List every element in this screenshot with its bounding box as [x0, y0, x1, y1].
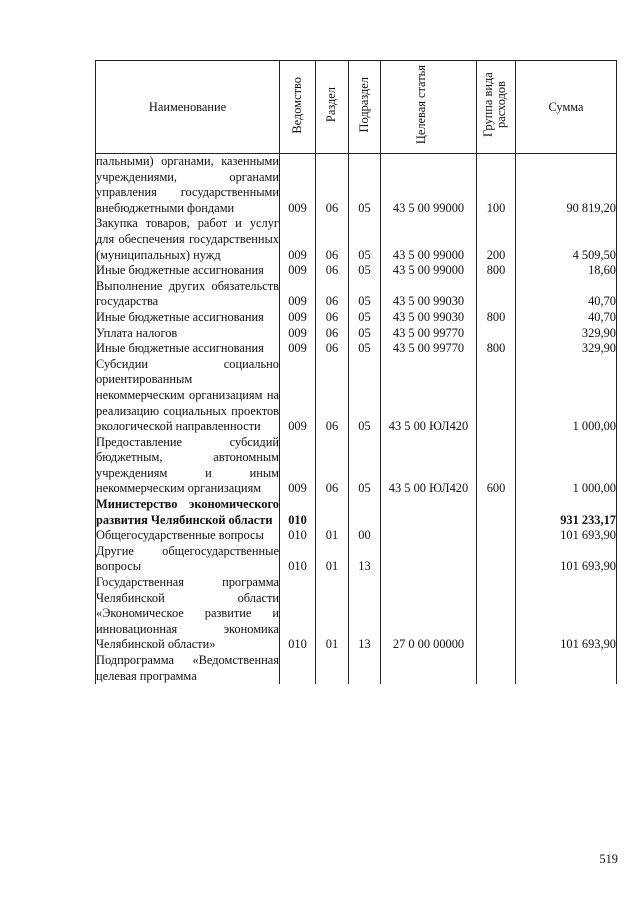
row-podrazdel: 05 — [349, 154, 381, 217]
row-razdel: 01 — [316, 544, 349, 575]
row-target: 43 5 00 99770 — [381, 326, 477, 342]
row-ved: 010 — [280, 528, 316, 544]
row-name: Общегосударственные вопросы — [96, 528, 280, 544]
table-row — [96, 310, 617, 326]
table-row — [96, 435, 617, 497]
row-group: 100 — [477, 154, 516, 217]
row-podrazdel: 05 — [349, 341, 381, 357]
row-razdel: 06 — [316, 310, 349, 326]
row-razdel: 06 — [316, 216, 349, 263]
row-podrazdel: 00 — [349, 528, 381, 544]
row-podrazdel — [349, 497, 381, 528]
row-group — [477, 357, 516, 435]
row-razdel: 06 — [316, 357, 349, 435]
row-ved — [280, 653, 316, 684]
row-target: 43 5 00 ЮЛ420 — [381, 357, 477, 435]
table-row-ministry — [96, 497, 617, 528]
row-target: 43 5 00 99000 — [381, 154, 477, 217]
row-sum — [516, 653, 617, 684]
row-name: Субсидии социально ориентированным некоммерческим организациям на реализацию социальных проектов экологической направленности — [96, 356, 279, 434]
row-ved: 009 — [280, 154, 316, 217]
table-row — [96, 528, 617, 544]
page-number: 519 — [599, 852, 618, 866]
table-row — [96, 653, 617, 684]
row-podrazdel: 13 — [349, 575, 381, 653]
row-razdel — [316, 497, 349, 528]
row-name: Иные бюджетные ассигнования — [96, 310, 280, 326]
row-ved: 010 — [280, 575, 316, 653]
row-name: Иные бюджетные ассигнования — [96, 341, 280, 357]
row-razdel: 06 — [316, 279, 349, 310]
row-name: пальными) органами, казенными учреждениями, органами управления государственными внебюджетными фондами — [96, 154, 279, 215]
table-row — [96, 341, 617, 357]
row-ved: 009 — [280, 357, 316, 435]
row-target — [381, 544, 477, 575]
row-podrazdel: 05 — [349, 435, 381, 497]
header-target: Целевая статья — [381, 61, 477, 154]
row-sum: 101 693,90 — [516, 528, 617, 544]
row-name: Иные бюджетные ассигнования — [96, 263, 280, 279]
row-sum: 40,70 — [516, 310, 617, 326]
row-ved: 009 — [280, 279, 316, 310]
table-row — [96, 544, 617, 575]
row-podrazdel: 05 — [349, 326, 381, 342]
row-razdel: 06 — [316, 263, 349, 279]
table-row — [96, 279, 617, 310]
row-podrazdel: 05 — [349, 357, 381, 435]
row-razdel: 06 — [316, 326, 349, 342]
row-ved: 010 — [280, 544, 316, 575]
row-name: Выполнение других обязательств государства — [96, 278, 279, 309]
row-ved: 009 — [280, 341, 316, 357]
row-ved: 009 — [280, 435, 316, 497]
row-target — [381, 497, 477, 528]
row-sum: 4 509,50 — [516, 216, 617, 263]
header-razdel: Раздел — [316, 61, 349, 154]
row-razdel: 01 — [316, 575, 349, 653]
row-target: 43 5 00 99000 — [381, 263, 477, 279]
row-name: Закупка товаров, работ и услуг для обеспечения государственных (муниципальных) нужд — [96, 216, 279, 262]
header-podrazdel: Подраздел — [349, 61, 381, 154]
row-group: 800 — [477, 341, 516, 357]
row-podrazdel: 05 — [349, 263, 381, 279]
row-sum: 40,70 — [516, 279, 617, 310]
table-row — [96, 575, 617, 653]
row-ved: 009 — [280, 263, 316, 279]
row-ved: 010 — [280, 497, 316, 528]
row-podrazdel: 05 — [349, 216, 381, 263]
row-name: Министерство экономического развития Челябинской области — [96, 497, 279, 527]
row-group: 800 — [477, 310, 516, 326]
row-group: 200 — [477, 216, 516, 263]
header-group: Группа вида расходов — [477, 61, 516, 154]
row-podrazdel: 05 — [349, 310, 381, 326]
row-razdel: 01 — [316, 528, 349, 544]
row-ved: 009 — [280, 216, 316, 263]
row-group — [477, 653, 516, 684]
row-sum: 329,90 — [516, 326, 617, 342]
row-ved: 009 — [280, 310, 316, 326]
row-sum: 18,60 — [516, 263, 617, 279]
row-name: Государственная программа Челябинской области «Экономическое развитие и инновационная экономика Челябинской области» — [96, 575, 279, 652]
row-target: 43 5 00 ЮЛ420 — [381, 435, 477, 497]
header-sum: Сумма — [516, 61, 617, 154]
row-razdel — [316, 653, 349, 684]
row-target: 43 5 00 99030 — [381, 279, 477, 310]
row-ved: 009 — [280, 326, 316, 342]
row-target: 43 5 00 99030 — [381, 310, 477, 326]
table-row — [96, 154, 617, 217]
row-sum: 101 693,90 — [516, 575, 617, 653]
row-group: 800 — [477, 263, 516, 279]
row-name: Другие общегосударственные вопросы — [96, 543, 279, 574]
row-podrazdel: 05 — [349, 279, 381, 310]
row-podrazdel — [349, 653, 381, 684]
row-group: 600 — [477, 435, 516, 497]
row-sum: 329,90 — [516, 341, 617, 357]
row-target: 43 5 00 99770 — [381, 341, 477, 357]
row-podrazdel: 13 — [349, 544, 381, 575]
row-group — [477, 544, 516, 575]
row-name: Подпрограмма «Ведомственная целевая программа — [96, 653, 279, 683]
table-row — [96, 357, 617, 435]
header-name: Наименование — [96, 61, 280, 154]
budget-table — [95, 60, 617, 684]
row-target — [381, 653, 477, 684]
row-sum: 101 693,90 — [516, 544, 617, 575]
table-row — [96, 216, 617, 263]
row-razdel: 06 — [316, 341, 349, 357]
row-razdel: 06 — [316, 154, 349, 217]
row-group — [477, 575, 516, 653]
table-row — [96, 263, 617, 279]
header-vedomstvo: Ведомство — [280, 61, 316, 154]
row-sum: 931 233,17 — [516, 497, 617, 528]
row-target — [381, 528, 477, 544]
row-target: 27 0 00 00000 — [381, 575, 477, 653]
row-group — [477, 279, 516, 310]
row-target: 43 5 00 99000 — [381, 216, 477, 263]
row-name: Уплата налогов — [96, 326, 280, 342]
row-sum: 1 000,00 — [516, 357, 617, 435]
row-group — [477, 528, 516, 544]
row-razdel: 06 — [316, 435, 349, 497]
row-sum: 90 819,20 — [516, 154, 617, 217]
row-group — [477, 497, 516, 528]
row-sum: 1 000,00 — [516, 435, 617, 497]
table-header-row — [96, 61, 617, 154]
table-row — [96, 326, 617, 342]
row-group — [477, 326, 516, 342]
row-name: Предоставление субсидий бюджетным, автономным учреждениям и иным некоммерческим организациям — [96, 434, 279, 496]
